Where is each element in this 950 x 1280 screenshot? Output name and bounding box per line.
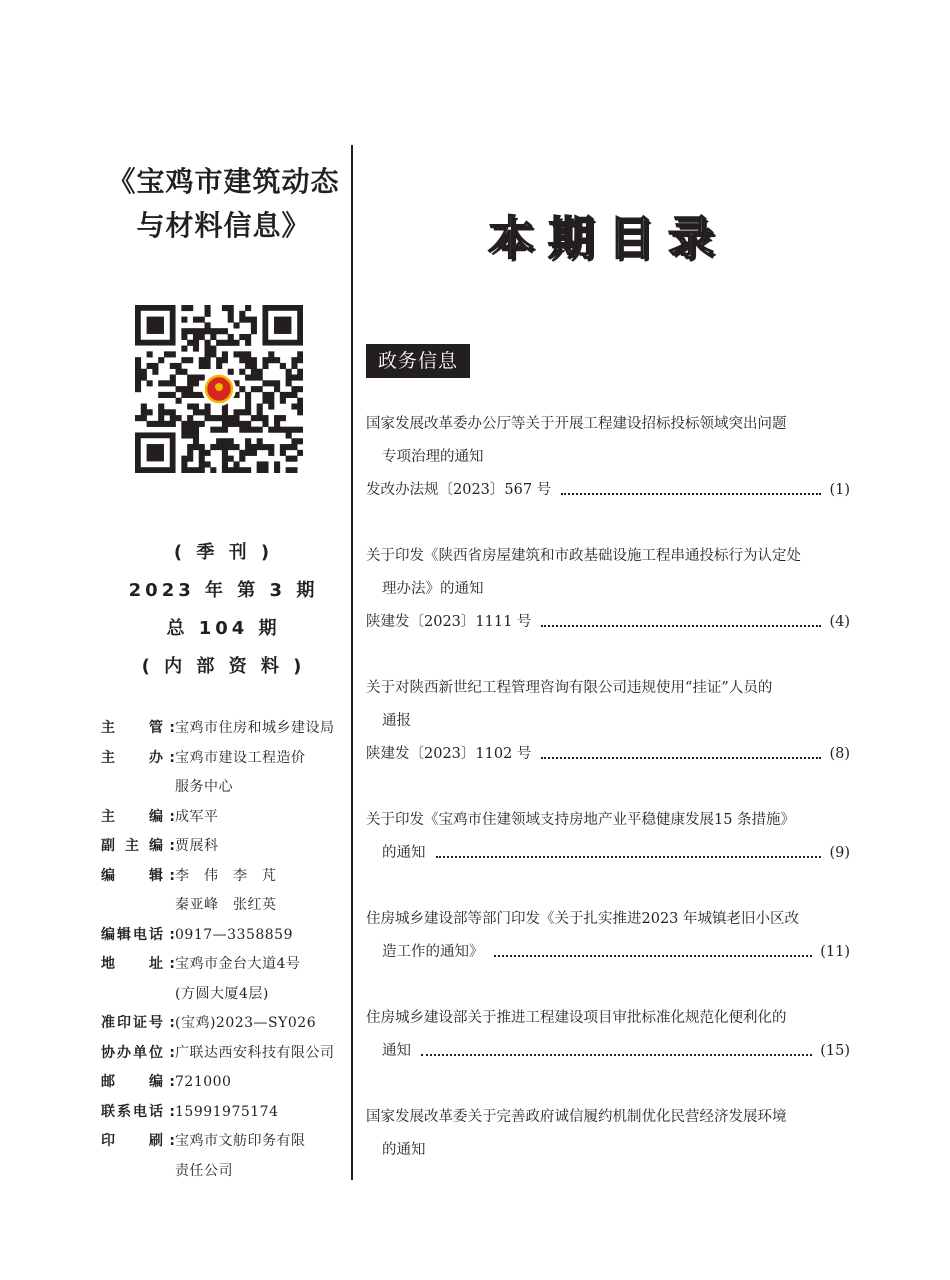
masthead-value: 0917—3358859	[175, 926, 293, 943]
journal-title	[96, 160, 351, 248]
masthead-row	[101, 1127, 351, 1157]
masthead-value: 成军平	[175, 808, 219, 825]
toc-entry-line: 住房城乡建设部关于推进工程建设项目审批标准化规范化便利化的	[366, 1010, 787, 1026]
toc-entry-line: 理办法》的通知	[382, 581, 484, 597]
masthead-value: 贾展科	[175, 838, 219, 854]
masthead-row	[101, 773, 351, 803]
masthead-label: 主 管 :	[101, 720, 175, 736]
masthead-label: 准 印 证 号 :	[101, 1015, 175, 1031]
journal-title-line-1: 《宝鸡市建筑动态	[107, 165, 340, 198]
toc-entry-line: 通报	[382, 713, 411, 729]
toc-entry-3	[366, 672, 850, 771]
masthead-label: 主 办 :	[101, 749, 175, 766]
masthead-label: 协 办 单 位 :	[101, 1044, 175, 1061]
dot-leader	[541, 625, 821, 627]
masthead-row	[101, 980, 351, 1010]
dot-leader	[436, 856, 822, 858]
issue-note: ( 内 部 资 料 )	[141, 656, 306, 677]
toc-entry-leader	[366, 837, 850, 870]
masthead-value: 李 伟 李 芃	[175, 867, 277, 884]
toc-entry-7	[366, 1101, 850, 1167]
toc-entry-line: 的通知	[382, 1142, 426, 1158]
emblem-icon	[202, 372, 236, 406]
masthead-row	[101, 1039, 351, 1069]
masthead-row	[101, 1068, 351, 1098]
masthead-label: 副 主 编 :	[101, 838, 175, 854]
toc-entry-line: 国家发展改革委办公厅等关于开展工程建设招标投标领域突出问题	[366, 416, 787, 432]
dot-leader	[541, 757, 821, 759]
masthead-label: 联 系 电 话 :	[101, 1103, 175, 1120]
masthead-row	[101, 1157, 351, 1187]
toc-entry-line: 国家发展改革委关于完善政府诚信履约机制优化民营经济发展环境	[366, 1109, 787, 1125]
masthead-value: 15991975174	[175, 1103, 279, 1120]
masthead-value: 721000	[175, 1074, 232, 1090]
toc-entry-line: 专项治理的通知	[382, 449, 484, 465]
masthead-value: 宝鸡市住房和城乡建设局	[175, 720, 335, 736]
masthead-label: 编 辑 电 话 :	[101, 926, 175, 943]
masthead-value: 宝鸡市建设工程造价	[175, 749, 306, 766]
toc-entry-leader	[366, 936, 850, 969]
toc-entry-1	[366, 408, 850, 507]
toc-entry-leader	[366, 474, 850, 507]
section-tag: 政务信息	[366, 344, 470, 378]
column-divider	[351, 145, 353, 1180]
masthead-row	[101, 832, 351, 862]
toc-entry-2	[366, 540, 850, 639]
masthead-value: 宝鸡市文舫印务有限	[175, 1133, 306, 1149]
toc-page-number: (8)	[829, 746, 850, 762]
toc-entry-leader	[366, 738, 850, 771]
dot-leader	[561, 493, 821, 495]
masthead-value: 宝鸡市金台大道4号	[175, 956, 301, 972]
masthead	[101, 714, 351, 1186]
toc-entry-4	[366, 804, 850, 870]
toc-page-number: (9)	[829, 845, 850, 861]
issue-total: 总 104 期	[166, 618, 281, 639]
toc-page-number: (4)	[829, 614, 850, 630]
toc-page-number: (1)	[829, 482, 850, 498]
toc-entry-line: 关于印发《宝鸡市住建领域支持房地产业平稳健康发展15 条措施》	[366, 812, 796, 828]
masthead-row	[101, 803, 351, 833]
masthead-row	[101, 744, 351, 774]
masthead-label: 印 刷 :	[101, 1133, 175, 1149]
toc-entry-ref: 的通知	[382, 845, 426, 861]
toc-entry-ref: 通知	[382, 1043, 411, 1059]
toc-page-number: (11)	[820, 944, 850, 960]
toc-page-number: (15)	[820, 1043, 850, 1059]
toc-title: 本期目录	[488, 211, 728, 265]
dot-leader	[494, 955, 813, 957]
masthead-value: (宝鸡)2023—SY026	[175, 1015, 317, 1031]
masthead-value: (方圆大厦4层)	[175, 985, 269, 1002]
toc-entry-ref: 陕建发〔2023〕1102 号	[366, 746, 532, 762]
masthead-row	[101, 714, 351, 744]
toc-entry-ref: 造工作的通知》	[382, 944, 484, 960]
masthead-label: 地 址 :	[101, 956, 175, 972]
dot-leader	[421, 1054, 812, 1056]
masthead-label: 主 编 :	[101, 808, 175, 825]
toc-entry-line: 关于印发《陕西省房屋建筑和市政基础设施工程串通投标行为认定处	[366, 548, 801, 564]
toc-entry-ref: 发改办法规〔2023〕567 号	[366, 482, 552, 498]
masthead-row	[101, 1098, 351, 1128]
issue-frequency: ( 季 刊 )	[173, 542, 274, 563]
toc-entry-line: 住房城乡建设部等部门印发《关于扎实推进2023 年城镇老旧小区改	[366, 911, 800, 927]
issue-number: 2023 年 第 3 期	[128, 580, 319, 601]
masthead-value: 秦亚峰 张红英	[175, 897, 277, 913]
toc-entry-5	[366, 903, 850, 969]
masthead-row	[101, 921, 351, 951]
masthead-row	[101, 950, 351, 980]
masthead-label: 编 辑 :	[101, 867, 175, 884]
toc-entry-line: 关于对陕西新世纪工程管理咨询有限公司违规使用“挂证”人员的	[366, 680, 773, 696]
masthead-row	[101, 891, 351, 921]
qr-code	[135, 305, 303, 473]
toc-entry-leader	[366, 606, 850, 639]
masthead-value: 服务中心	[175, 779, 233, 795]
masthead-row	[101, 1009, 351, 1039]
masthead-value: 广联达西安科技有限公司	[175, 1044, 335, 1061]
toc-entry-6	[366, 1002, 850, 1068]
toc-entry-leader	[366, 1035, 850, 1068]
toc-entry-ref: 陕建发〔2023〕1111 号	[366, 614, 532, 630]
masthead-label: 邮 编 :	[101, 1074, 175, 1090]
masthead-row	[101, 862, 351, 892]
journal-title-line-2: 与材料信息》	[136, 209, 311, 242]
masthead-value: 责任公司	[175, 1162, 233, 1179]
